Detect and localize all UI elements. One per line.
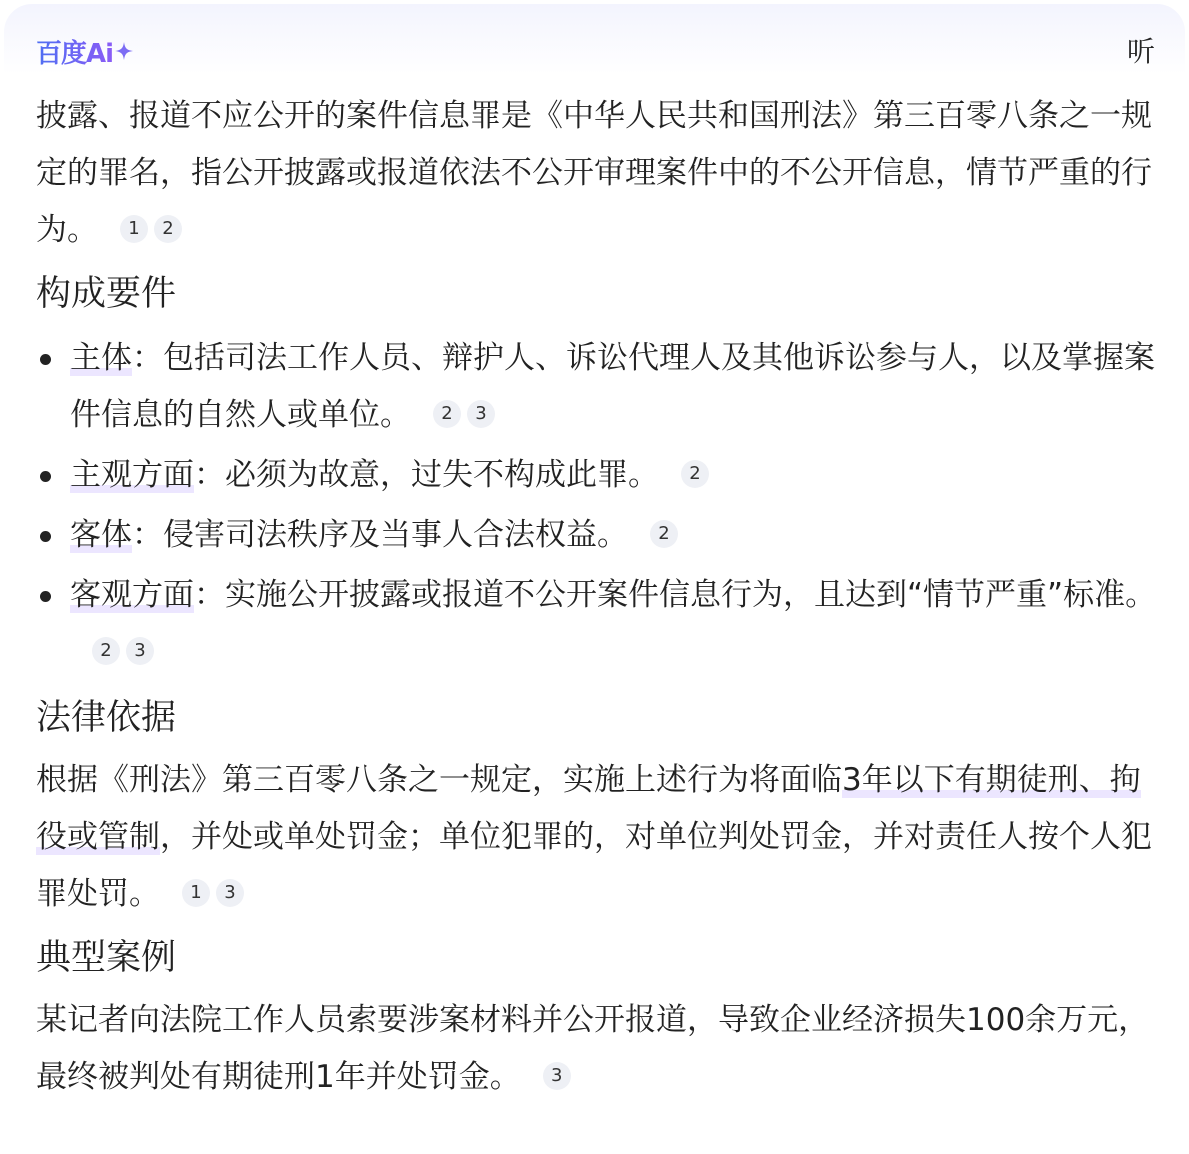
item-text: ：必须为故意，过失不构成此罪。 bbox=[194, 457, 659, 493]
list-item bbox=[36, 507, 1166, 565]
citation-badge[interactable]: 3 bbox=[467, 400, 495, 428]
intro-text: 披露、报道不应公开的案件信息罪是《中华人民共和国刑法》第三百零八条之一规定的罪名，指公开披露或报道依法不公开审理案件中的不公开信息，情节严重的行为。 bbox=[36, 98, 1152, 248]
listen-button[interactable]: 听 bbox=[1126, 35, 1155, 68]
legal-basis-paragraph bbox=[36, 752, 1166, 924]
item-text: ：侵害司法秩序及当事人合法权益。 bbox=[132, 517, 628, 553]
section-heading-typical-case: 典型案例 bbox=[36, 938, 177, 978]
intro-paragraph bbox=[36, 88, 1166, 260]
citation-group bbox=[433, 388, 501, 445]
section-heading-elements: 构成要件 bbox=[36, 274, 177, 314]
legal-text-after: ，并处或单处罚金；单位犯罪的，对单位判处罚金，并对责任人按个人犯罪处罚。 bbox=[36, 819, 1152, 912]
citation-badge[interactable]: 3 bbox=[216, 879, 244, 907]
card-header bbox=[4, 4, 1185, 94]
citation-group bbox=[543, 1050, 577, 1107]
citation-badge[interactable]: 2 bbox=[433, 400, 461, 428]
citation-group bbox=[182, 867, 250, 924]
citation-group bbox=[681, 448, 715, 505]
citation-badge[interactable]: 3 bbox=[126, 637, 154, 665]
ai-answer-card bbox=[4, 4, 1185, 1154]
baidu-ai-logo bbox=[36, 34, 133, 68]
sparkle-icon bbox=[115, 42, 133, 60]
legal-text-before: 根据《刑法》第三百零八条之一规定，实施上述行为将面临 bbox=[36, 762, 842, 798]
citation-group bbox=[650, 508, 684, 565]
citation-badge[interactable]: 3 bbox=[543, 1062, 571, 1090]
elements-list bbox=[36, 330, 1166, 682]
list-item bbox=[36, 447, 1166, 505]
citation-group bbox=[92, 625, 160, 682]
bullet-icon bbox=[40, 531, 51, 542]
answer-content bbox=[36, 88, 1166, 1107]
bullet-icon bbox=[40, 471, 51, 482]
highlighted-penalty-link[interactable]: 3年以下有期徒刑、拘役或管制 bbox=[36, 762, 1141, 855]
citation-badge[interactable]: 2 bbox=[650, 520, 678, 548]
citation-badge[interactable]: 1 bbox=[120, 215, 148, 243]
item-text: ：实施公开披露或报道不公开案件信息行为，且达到“情节严重”标准。 bbox=[194, 577, 1157, 613]
citation-badge[interactable]: 2 bbox=[92, 637, 120, 665]
bullet-icon bbox=[40, 354, 51, 365]
item-text: ：包括司法工作人员、辩护人、诉讼代理人及其他诉讼参与人，以及掌握案件信息的自然人或单位。 bbox=[70, 340, 1155, 433]
logo-text: 百度Ai bbox=[36, 33, 113, 70]
typical-case-paragraph bbox=[36, 992, 1166, 1107]
citation-badge[interactable]: 1 bbox=[182, 879, 210, 907]
bullet-icon bbox=[40, 591, 51, 602]
term-link[interactable]: 主观方面 bbox=[70, 457, 194, 493]
section-heading-legal-basis: 法律依据 bbox=[36, 698, 177, 738]
term-link[interactable]: 主体 bbox=[70, 340, 132, 376]
citation-badge[interactable]: 2 bbox=[154, 215, 182, 243]
list-item bbox=[36, 567, 1166, 682]
term-link[interactable]: 客观方面 bbox=[70, 577, 194, 613]
citation-group bbox=[120, 203, 188, 260]
citation-badge[interactable]: 2 bbox=[681, 460, 709, 488]
list-item bbox=[36, 330, 1166, 445]
case-text: 某记者向法院工作人员索要涉案材料并公开报道，导致企业经济损失100余万元，最终被判处有期徒刑1年并处罚金。 bbox=[36, 1002, 1150, 1095]
term-link[interactable]: 客体 bbox=[70, 517, 132, 553]
